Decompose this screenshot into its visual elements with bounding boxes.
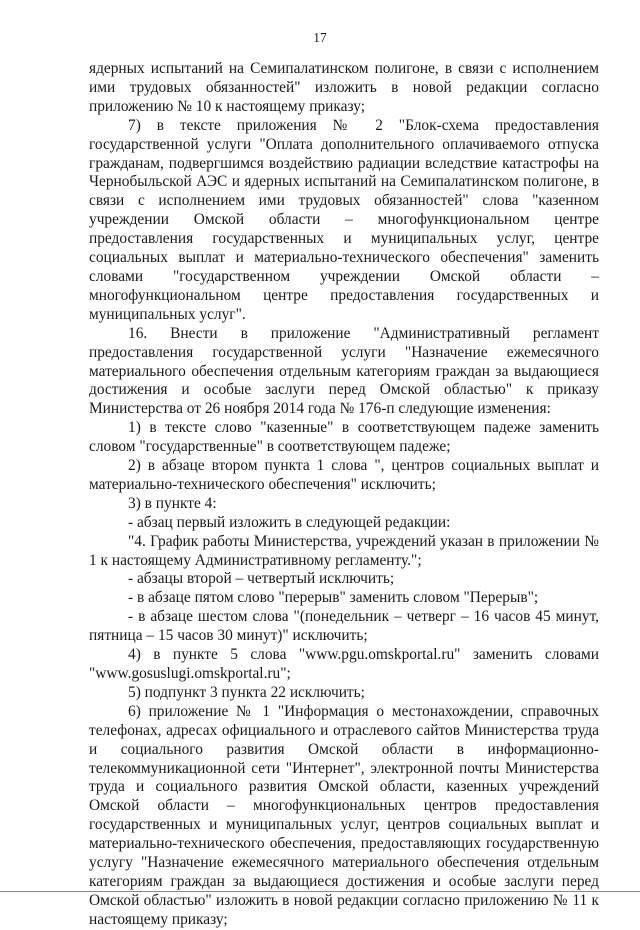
paragraph: 1) в тексте слово "казенные" в соответствующем падеже заменить словом "государственные" в соответствующем падеже; <box>89 419 599 456</box>
paragraph: ядерных испытаний на Семипалатинском полигоне, в связи с исполнением ими трудовых обязанностей" изложить в новой редакции согласно приложению № 10 к настоящему приказу; <box>89 60 599 115</box>
bottom-rule <box>0 891 640 892</box>
paragraph: 5) подпункт 3 пункта 22 исключить; <box>128 683 365 701</box>
page-number: 17 <box>313 30 327 45</box>
paragraph: - абзацы второй – четвертый исключить; <box>128 570 395 588</box>
paragraph: 7) в тексте приложения № 2 "Блок-схема предоставления государственной услуги "Оплата дополнительного оплачиваемого отпуска гражданам, подвергшимся воздействию радиации вследствие катастрофы на Чернобыльской АЭС и ядерных испытаний на Семипалатинском полигоне, в связи с исполнением ими трудовых обязанностей" слова "казенном учреждении Омской области – многофункциональном центре предоставления государственных и муниципальных услуг, центре социальных выплат и материально-технического обеспечения" заменить словами "государственном учреждении Омской области – многофункциональном центре предоставления государственных и муниципальных услуг". <box>89 116 599 323</box>
paragraph: 16. Внести в приложение "Административный регламент предоставления государственной услуги "Назначение ежемесячного материального обеспечения отдельным категориям граждан за выдающиеся достижения и особые заслуги перед Омской областью" к приказу Министерства от 26 ноября 2014 года № 176-п следующие изменения: <box>89 324 599 418</box>
paragraph: - в абзаце пятом слово "перерыв" заменить словом "Перерыв"; <box>128 589 539 607</box>
paragraph: - абзац первый изложить в следующей редакции: <box>128 513 451 531</box>
paragraph: 6) приложение № 1 "Информация о местонахождении, справочных телефонах, адресах официального и отраслевого сайтов Министерства труда и социального развития Омской области в информационно-телекоммуникационной сети "Интернет", электронной почты Министерства труда и социального развития Омской области, казенных учреждений Омской области – многофункциональных центров предоставления государственных и муниципальных услуг, центров социальных выплат и материально-технического обеспечения, предоставляющих государственную услугу "Назначение ежемесячного материального обеспечения отдельным категориям граждан за выдающиеся достижения и особые заслуги перед Омской областью" изложить в новой редакции согласно приложению № 11 к настоящему приказу; <box>89 702 599 928</box>
document-body <box>89 60 599 930</box>
paragraph: "4. График работы Министерства, учреждений указан в приложении № 1 к настоящему Административному регламенту."; <box>89 532 599 569</box>
paragraph: 3) в пункте 4: <box>128 494 217 512</box>
paragraph: 2) в абзаце втором пункта 1 слова ", центров социальных выплат и материально-технического обеспечения" исключить; <box>89 457 599 493</box>
paragraph: 4) в пункте 5 слова "www.pgu.omskportal.ru" заменить словами "www.gosuslugi.omskportal.ru"; <box>89 646 599 682</box>
paragraph: - в абзаце шестом слова "(понедельник – четверг – 16 часов 45 минут, пятница – 15 часов 30 минут)" исключить; <box>89 608 599 645</box>
